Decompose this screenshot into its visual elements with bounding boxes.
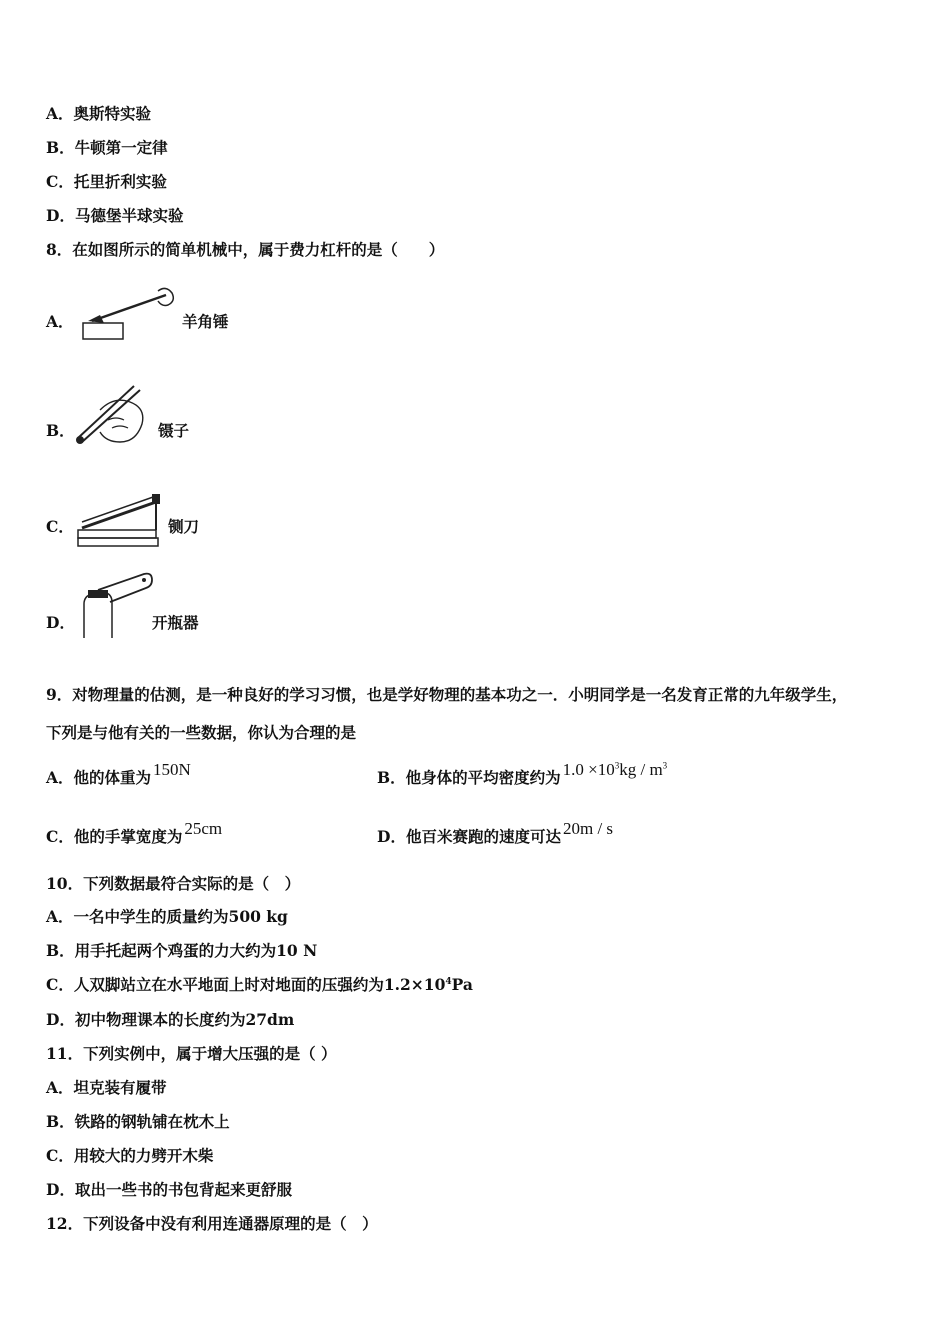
q8-option-c-label: C．: [46, 517, 74, 536]
q9-option-b-value: $1.0 \times 10^3kg / m^3$: [562, 760, 668, 779]
q7-option-b: B．牛顿第一定律: [46, 138, 168, 157]
q7-option-c: C．托里折利实验: [46, 172, 167, 191]
q8-option-a-caption: 羊角锤: [182, 312, 229, 331]
q8-option-c-caption: 铡刀: [168, 517, 200, 536]
q11-option-b: B．铁路的钢轨铺在枕木上: [46, 1112, 230, 1131]
q9-option-c: C．他的手掌宽度为 25cm: [46, 819, 223, 846]
q10-option-b: B．用手托起两个鸡蛋的力大约为10 N: [46, 941, 318, 960]
q8-option-b-label: B．: [46, 421, 75, 440]
q7-option-d: D．马德堡半球实验: [46, 206, 184, 225]
q7-option-a: A．奥斯特实验: [46, 104, 152, 123]
q9-option-d-value: 20m / s: [562, 819, 614, 838]
q9-option-c-value: 25cm: [184, 819, 223, 838]
q11-option-d: D．取出一些书的书包背起来更舒服: [46, 1180, 292, 1199]
bottle-opener-icon: [76, 572, 156, 642]
q9-stem-line1: 9．对物理量的估测，是一种良好的学习习惯，也是学好物理的基本功之一．小明同学是一名发育正常的九年级学生，: [46, 685, 848, 704]
q9-option-a-value: 150N: [153, 760, 191, 779]
tweezers-icon: [72, 380, 157, 452]
q10-stem: 10．下列数据最符合实际的是（ ）: [46, 874, 301, 893]
q8-option-d-caption: 开瓶器: [152, 613, 199, 632]
q10-option-d: D．初中物理课本的长度约为27dm: [46, 1010, 295, 1029]
q10-option-c: C．人双脚站立在水平地面上时对地面的压强约为$1.2\times 10^4Pa$: [46, 975, 473, 994]
q12-stem: 12．下列设备中没有利用连通器原理的是（ ）: [46, 1214, 378, 1233]
q9-option-d: D．他百米赛跑的速度可达 20m / s: [377, 819, 614, 846]
q11-stem: 11．下列实例中，属于增大压强的是（ ）: [46, 1044, 337, 1063]
q8-stem: 8．在如图所示的简单机械中，属于费力杠杆的是（ ）: [46, 240, 445, 259]
q9-option-b: B．他身体的平均密度约为 $1.0 \times 10^3kg / m^3$: [377, 760, 668, 787]
q11-option-c: C．用较大的力劈开木柴: [46, 1146, 214, 1165]
q11-option-a: A．坦克装有履带: [46, 1078, 167, 1097]
lever-cutter-icon: [74, 490, 166, 550]
q9-stem-line2: 下列是与他有关的一些数据，你认为合理的是: [46, 723, 357, 742]
q10-option-a: A．一名中学生的质量约为500 kg: [46, 907, 288, 926]
claw-hammer-icon: [78, 283, 178, 343]
q9-option-a: A．他的体重为 150N: [46, 760, 191, 787]
q8-option-b-caption: 镊子: [158, 421, 190, 440]
q8-option-a-label: A．: [46, 312, 74, 331]
q8-option-d-label: D．: [46, 613, 75, 632]
